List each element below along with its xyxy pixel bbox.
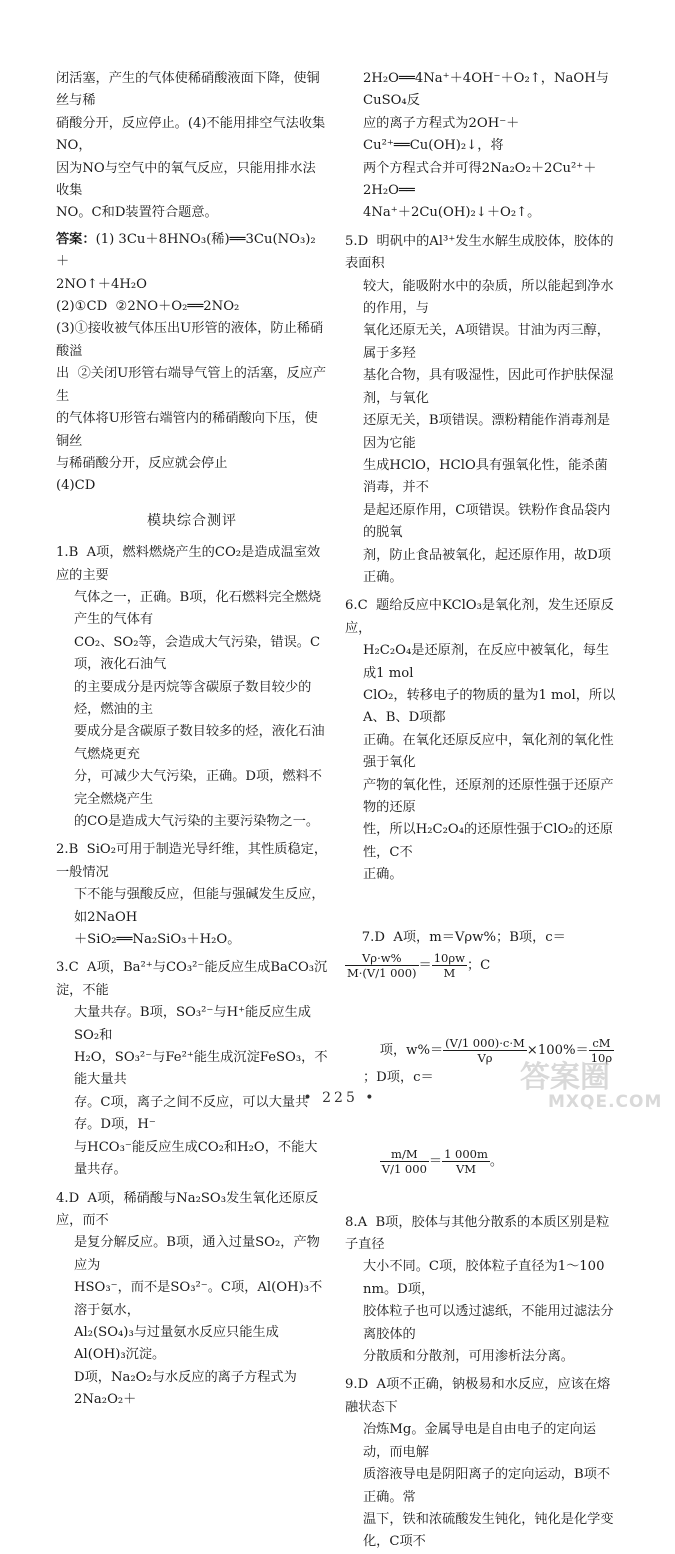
page-number: • 225 • (303, 1090, 377, 1106)
text-line: 氧化还原无关，A项错误。甘油为丙三醇，属于多羟 (363, 323, 610, 361)
text-line: 两个方程式合并可得2Na₂O₂＋2Cu²⁺＋2H₂O══ (363, 160, 597, 199)
formula-line (345, 1121, 617, 1202)
formula-text: ＝ (418, 957, 432, 973)
right-column (345, 68, 617, 1554)
answer-line (56, 229, 328, 274)
denominator: M (443, 965, 456, 980)
text-line: 闭活塞，产生的气体使稀硝酸液面下降，使铜丝与稀 (56, 71, 320, 109)
text-line: H₂C₂O₄是还原剂，在反应中被氧化，每生成1 mol (363, 643, 610, 681)
text-line: CO₂、SO₂等，会造成大气污染，错误。C项，液化石油气 (74, 634, 321, 673)
text-line: 冶炼Mg。金属导电是自由电子的定向运动，而电解 (363, 1422, 596, 1460)
text-line: 的主要成分是丙烷等含碳原子数目较少的烃，燃油的主 (74, 679, 312, 717)
denominator: V/1 000 (381, 1161, 427, 1176)
text-line: 要成分是含碳原子数目较多的烃，液化石油气燃烧更充 (74, 724, 325, 762)
text-line: 应的离子方程式为2OH⁻＋Cu²⁺══Cu(OH)₂↓，将 (363, 115, 520, 154)
formula-text: ＝ (428, 1153, 443, 1169)
text-line: 6.C 题给反应中KClO₃是氧化剂，发生还原反应， (345, 598, 614, 636)
fraction (442, 1147, 490, 1176)
text-line: 是起还原作用，C项错误。铁粉作食品袋内的脱氧 (363, 502, 611, 541)
fraction (443, 1036, 527, 1065)
text-line: 产物的氧化性，还原剂的还原性强于还原产物的还原 (363, 777, 614, 815)
text-line: 性，所以H₂C₂O₄的还原性强于ClO₂的还原性，C不 (363, 822, 614, 860)
text-line: 还原无关，B项错误。漂粉精能作消毒剂是因为它能 (363, 413, 611, 451)
text-line: 2NO↑＋4H₂O (56, 276, 147, 292)
text-line: 正确。在氧化还原反应中，氧化剂的氧化性强于氧化 (363, 732, 614, 771)
denominator: VM (455, 1161, 477, 1176)
text-line: 是复分解反应。B项，通入过量SO₂，产物应为 (74, 1235, 320, 1273)
answer-label: 答案： (56, 231, 96, 247)
formula-text: 项，w%＝ (379, 1042, 444, 1058)
formula-line (345, 899, 617, 1006)
denominator: 10ρ (590, 1050, 613, 1065)
numerator: m/M (380, 1147, 429, 1162)
text-line: ＋SiO₂══Na₂SiO₃＋H₂O。 (74, 932, 241, 948)
text-line: 1.B A项，燃料燃烧产生的CO₂是造成温室效应的主要 (56, 545, 321, 583)
watermark-text: 答案圈 (520, 1060, 610, 1095)
formula-text: ；C (466, 957, 491, 973)
text-line: 剂，防止食品被氧化，起还原作用，故D项正确。 (363, 547, 611, 585)
text-line: 大量共存。B项，SO₃²⁻与H⁺能反应生成SO₂和 (74, 1005, 311, 1043)
text-line: NO。C和D装置符合题意。 (56, 205, 218, 221)
text-line: 较大，能吸附水中的杂质，所以能起到净水的作用，与 (363, 278, 614, 317)
text-line: HSO₃⁻，而不是SO₃²⁻。C项，Al(OH)₃不溶于氨水， (74, 1280, 323, 1318)
text-line: 胶体粒子也可以透过滤纸，不能用过滤法分离胶体的 (363, 1304, 614, 1342)
fraction (345, 951, 419, 980)
text-line: 与稀硝酸分开，反应就会停止 (56, 455, 228, 471)
numerator: cM (589, 1036, 614, 1051)
numerator: (V/1 000)·c·M (445, 1035, 525, 1050)
text-line: 气体之一，正确。B项，化石燃料完全燃烧产生的气体有 (74, 589, 322, 628)
watermark-url: MXQE.COM (548, 1092, 663, 1112)
text-line: (2)①CD ②2NO＋O₂══2NO₂ (56, 299, 240, 315)
text-line: 存。C项，离子之间不反应，可以大量共存。D项，H⁻ (74, 1094, 309, 1133)
formula-text: ；D项，c＝ (363, 1069, 434, 1085)
text-line: (4)CD (56, 478, 96, 494)
text-line: 硝酸分开，反应停止。(4)不能用排空气法收集NO， (56, 115, 326, 154)
text-line: 2.B SiO₂可用于制造光导纤维，其性质稳定，一般情况 (56, 842, 328, 880)
numerator: 1 000m (444, 1146, 488, 1161)
formula-text: 7.D A项，m＝Vρw%；B项，c＝ (361, 929, 566, 945)
text-line: 2H₂O══4Na⁺＋4OH⁻＋O₂↑，NaOH与CuSO₄反 (363, 71, 609, 109)
text-line: (1) 3Cu＋8HNO₃(稀)══3Cu(NO₃)₂＋ (56, 231, 316, 270)
text-line: 3.C A项，Ba²⁺与CO₃²⁻能反应生成BaCO₃沉淀，不能 (56, 960, 328, 998)
text-line: 5.D 明矾中的Al³⁺发生水解生成胶体，胶体的表面积 (345, 233, 614, 272)
denominator: Vρ (477, 1050, 493, 1065)
text-line: 4.D A项，稀硝酸与Na₂SO₃发生氧化还原反应，而不 (56, 1190, 319, 1228)
text-line: 正确。 (363, 867, 403, 883)
numerator: Vρ·w% (345, 951, 419, 966)
text-line: 大小不同。C项，胶体粒子直径为1～100 nm。D项， (363, 1259, 609, 1297)
text-line: 基化合物，具有吸湿性，因此可作护肤保湿剂，与氧化 (363, 368, 614, 406)
text-line: 8.A B项，胶体与其他分散系的本质区别是粒子直径 (345, 1214, 610, 1253)
text-line: 下不能与强酸反应，但能与强碱发生反应，如2NaOH (74, 887, 325, 925)
numerator: 10ρw (433, 950, 465, 965)
text-line: 分，可减少大气污染，正确。D项，燃料不完全燃烧产生 (74, 769, 322, 807)
formula-text: 。 (489, 1153, 504, 1169)
text-line: 质溶液导电是阴阳离子的定向运动，B项不正确。常 (363, 1467, 611, 1505)
text-line: Al₂(SO₄)₃与过量氨水反应只能生成Al(OH)₃沉淀。 (74, 1324, 279, 1363)
text-line: 与HCO₃⁻能反应生成CO₂和H₂O，不能大量共存。 (74, 1139, 318, 1178)
text-line: ClO₂，转移电子的物质的量为1 mol，所以A、B、D项都 (363, 687, 616, 726)
text-line: 生成HClO，HClO具有强氧化性，能杀菌消毒，并不 (363, 457, 608, 496)
watermark-logo (520, 1050, 663, 1120)
text-line: 的CO是造成大气污染的主要污染物之一。 (74, 814, 320, 829)
denominator: M·(V/1 000) (347, 965, 417, 980)
section-title: 模块综合测评 (147, 512, 237, 529)
text-line: 因为NO与空气中的氧气反应，只能用排水法收集 (56, 160, 316, 199)
left-column (56, 68, 328, 1412)
text-line: (3)①接收被气体压出U形管的液体，防止稀硝酸溢 (56, 321, 324, 359)
text-line: 分散质和分散剂，可用渗析法分离。 (363, 1349, 574, 1365)
text-line: H₂O，SO₃²⁻与Fe²⁺能生成沉淀FeSO₃，不能大量共 (74, 1050, 328, 1088)
formula-text: ×100%＝ (526, 1042, 589, 1058)
text-line: 9.D A项不正确，钠极易和水反应，应该在熔融状态下 (345, 1377, 611, 1415)
text-line: 出 ②关闭U形管右端导气管上的活塞，反应产生 (56, 366, 327, 404)
fraction (432, 951, 467, 980)
text-line: 4Na⁺＋2Cu(OH)₂↓＋O₂↑。 (363, 205, 541, 221)
text-line: D项，Na₂O₂与水反应的离子方程式为2Na₂O₂＋ (74, 1369, 297, 1408)
fraction (380, 1147, 429, 1176)
text-line: 温下，铁和浓硫酸发生钝化，钝化是化学变化，C项不 (363, 1511, 614, 1550)
text-line: 的气体将U形管右端管内的稀硝酸向下压，使铜丝 (56, 411, 318, 449)
